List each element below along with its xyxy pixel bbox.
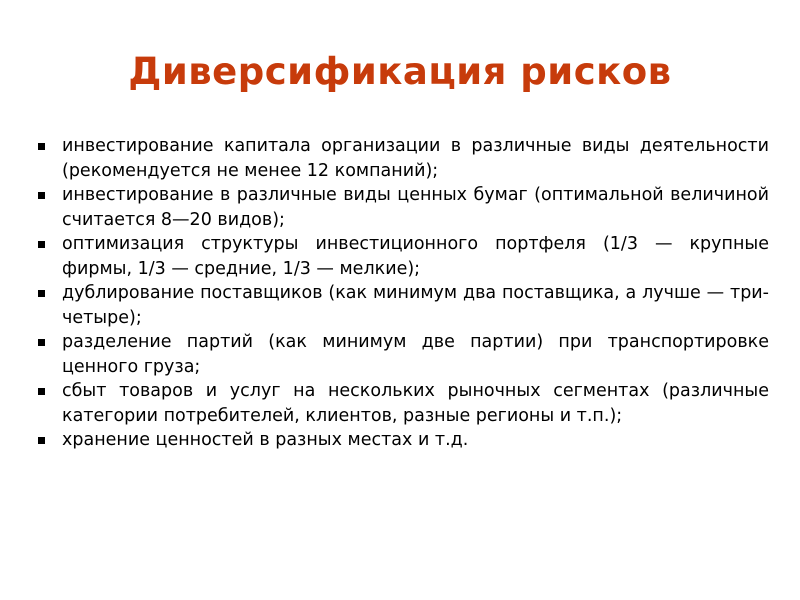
bullet-list: [36, 134, 769, 453]
square-bullet-icon: [38, 437, 45, 444]
bullet-item-7: [36, 428, 769, 453]
square-bullet-icon: [38, 339, 45, 346]
bullet-item-2: [36, 183, 769, 232]
bullet-text: сбыт товаров и услуг на нескольких рыночных сегментах (различные категории потребителей, клиентов, разные регионы и т.п.);: [62, 381, 769, 426]
square-bullet-icon: [38, 290, 45, 297]
square-bullet-icon: [38, 192, 45, 199]
square-bullet-icon: [38, 388, 45, 395]
bullet-item-1: [36, 134, 769, 183]
bullet-item-3: [36, 232, 769, 281]
bullet-text: хранение ценностей в разных местах и т.д.: [62, 430, 469, 450]
bullet-item-5: [36, 330, 769, 379]
bullet-text: разделение партий (как минимум две партии) при транспортировке ценного груза;: [62, 332, 769, 377]
square-bullet-icon: [38, 143, 45, 150]
bullet-item-6: [36, 379, 769, 428]
bullet-text: инвестирование капитала организации в различные виды деятельности (рекомендуется не менее 12 компаний);: [62, 136, 769, 181]
bullet-text: инвестирование в различные виды ценных бумаг (оптимальной величиной считается 8—20 видов);: [62, 185, 769, 230]
bullet-text: оптимизация структуры инвестиционного портфеля (1/3 — крупные фирмы, 1/3 — средние, 1/3 — мелкие);: [62, 234, 769, 279]
bullet-item-4: [36, 281, 769, 330]
slide-title: Диверсификация рисков: [128, 50, 672, 93]
bullet-text: дублирование поставщиков (как минимум два поставщика, а лучше — три-четыре);: [62, 283, 769, 328]
square-bullet-icon: [38, 241, 45, 248]
